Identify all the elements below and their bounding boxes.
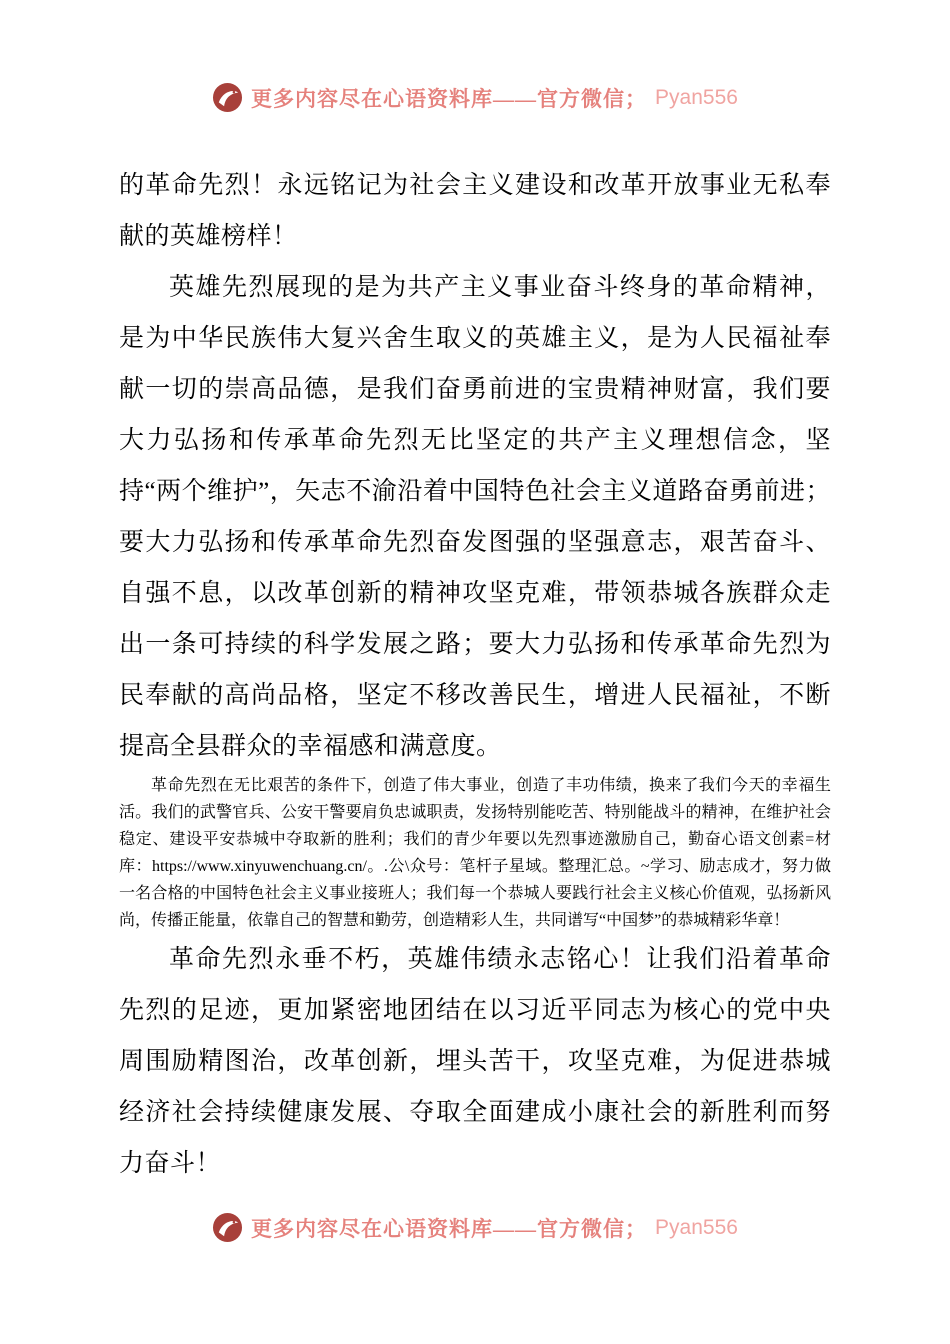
footer-watermark bbox=[0, 1212, 950, 1243]
paragraph-continuation: 的革命先烈！永远铭记为社会主义建设和改革开放事业无私奉献的英雄榜样！ bbox=[119, 172, 831, 250]
paragraph-main: 英雄先烈展现的是为共产主义事业奋斗终身的革命精神，是为中华民族伟大复兴舍生取义的英雄主义，是为人民福祉奉献一切的崇高品德，是我们奋勇前进的宝贵精神财富，我们要大力弘扬和传承革命先烈无比坚定的共产主义理想信念，坚持“两个维护”，矢志不渝沿着中国特色社会主义道路奋勇前进；要大力弘扬和传承革命先烈奋发图强的坚强意志，艰苦奋斗、自强不息，以改革创新的精神攻坚克难，带领恭城各族群众走出一条可持续的科学发展之路；要大力弘扬和传承革命先烈为民奉献的高尚品格，坚定不移改善民生，增进人民福祉，不断提高全县群众的幸福感和满意度。 bbox=[119, 274, 831, 760]
watermark-text: 更多内容尽在心语资料库——官方微信； bbox=[251, 1216, 648, 1241]
watermark-text: 更多内容尽在心语资料库——官方微信； bbox=[251, 86, 648, 111]
xinyu-logo-icon bbox=[212, 1212, 243, 1243]
header-watermark bbox=[0, 82, 950, 113]
watermark-account: Pyan556 bbox=[655, 1215, 738, 1239]
paragraph-note: 革命先烈在无比艰苦的条件下，创造了伟大事业，创造了丰功伟绩，换来了我们今天的幸福生活。我们的武警官兵、公安干警要肩负忠诚职责，发扬特别能吃苦、特别能战斗的精神，在维护社会稳定、建设平安恭城中夺取新的胜利；我们的青少年要以先烈事迹激励自己，勤奋心语文创素=材库：https://www.xinyuwenchuang.cn/。.公\众号：笔杆子星域。整理汇总。~学习、励志成才，努力做一名合格的中国特色社会主义事业接班人；我们每一个恭城人要践行社会主义核心价值观，弘扬新风尚，传播正能量，依靠自己的智慧和勤劳，创造精彩人生，共同谱写“中国梦”的恭城精彩华章！ bbox=[119, 777, 831, 929]
paragraph-closing: 革命先烈永垂不朽，英雄伟绩永志铭心！让我们沿着革命先烈的足迹，更加紧密地团结在以习近平同志为核心的党中央周围励精图治，改革创新，埋头苦干，攻坚克难，为促进恭城经济社会持续健康发展、夺取全面建成小康社会的新胜利而努力奋斗！ bbox=[119, 946, 831, 1177]
watermark-account: Pyan556 bbox=[655, 85, 738, 109]
document-body bbox=[119, 160, 831, 1189]
xinyu-logo-icon bbox=[212, 82, 243, 113]
